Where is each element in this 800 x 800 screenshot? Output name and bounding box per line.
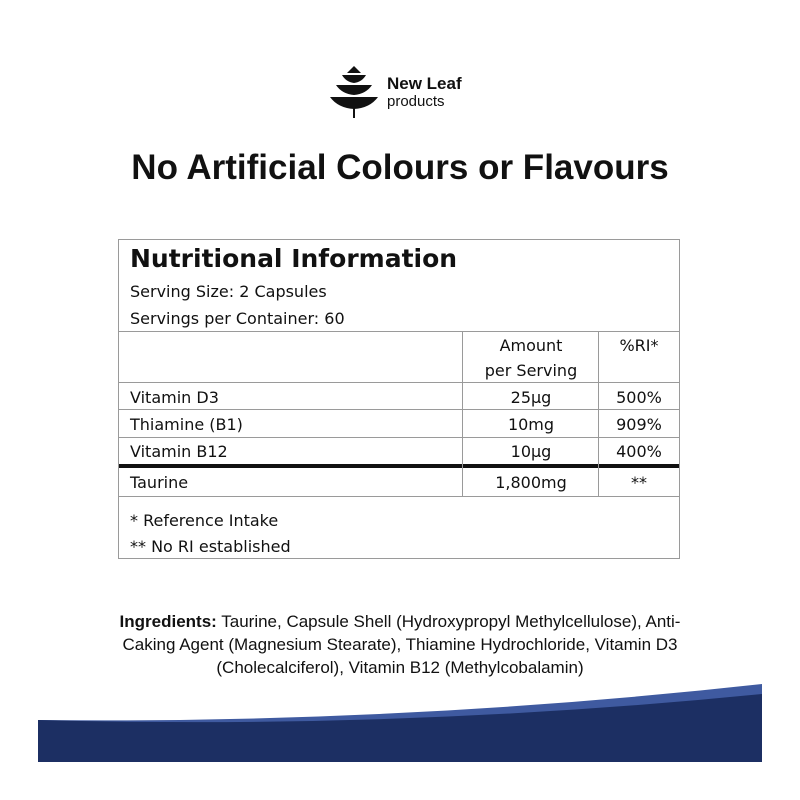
serving-size: Serving Size: 2 Capsules (130, 282, 327, 301)
nutrient-name: Taurine (130, 473, 189, 492)
nutrient-name: Thiamine (B1) (130, 415, 243, 434)
decorative-wave (0, 680, 800, 800)
nutrient-ri: 500% (616, 388, 662, 407)
divider (119, 331, 679, 332)
footnote: ** No RI established (130, 537, 291, 556)
headline: No Artificial Colours or Flavours (131, 148, 669, 187)
nutrient-amount: 25µg (510, 388, 552, 407)
leaf-tree-icon (328, 66, 380, 118)
nutrient-ri: 909% (616, 415, 662, 434)
nutrient-amount: 10mg (507, 415, 555, 434)
nutrient-ri: 400% (616, 442, 662, 461)
footnote: * Reference Intake (130, 511, 279, 530)
amount-header-line1: Amount (499, 336, 563, 355)
divider (119, 382, 679, 383)
ingredients-list: Taurine, Capsule Shell (Hydroxypropyl Methylcellulose), Anti-Caking Agent (Magnesium Stearate), Thiamine Hydrochloride, Vitamin D3 (Cholecalciferol), Vitamin B12 (Methylcobalamin) (122, 612, 681, 677)
thick-divider (119, 464, 679, 468)
column-divider (462, 331, 463, 496)
brand-name: New Leaf (387, 74, 462, 93)
amount-header-line2: per Serving (484, 361, 578, 380)
panel-title: Nutritional Information (130, 244, 458, 273)
brand-logo (328, 66, 478, 118)
nutrient-ri: ** (631, 473, 647, 492)
nutrient-amount: 10µg (510, 442, 552, 461)
nutrient-name: Vitamin D3 (130, 388, 219, 407)
brand-subtitle: products (387, 93, 445, 110)
divider (119, 496, 679, 497)
ingredients-text (100, 610, 700, 679)
nutrition-panel (118, 239, 680, 559)
nutrient-amount: 1,800mg (495, 473, 567, 492)
divider (119, 409, 679, 410)
divider (119, 437, 679, 438)
servings-per-container: Servings per Container: 60 (130, 309, 345, 328)
column-divider (598, 331, 599, 496)
nutrient-name: Vitamin B12 (130, 442, 228, 461)
ingredients-label: Ingredients: (119, 612, 217, 631)
ri-header: %RI* (619, 336, 659, 355)
